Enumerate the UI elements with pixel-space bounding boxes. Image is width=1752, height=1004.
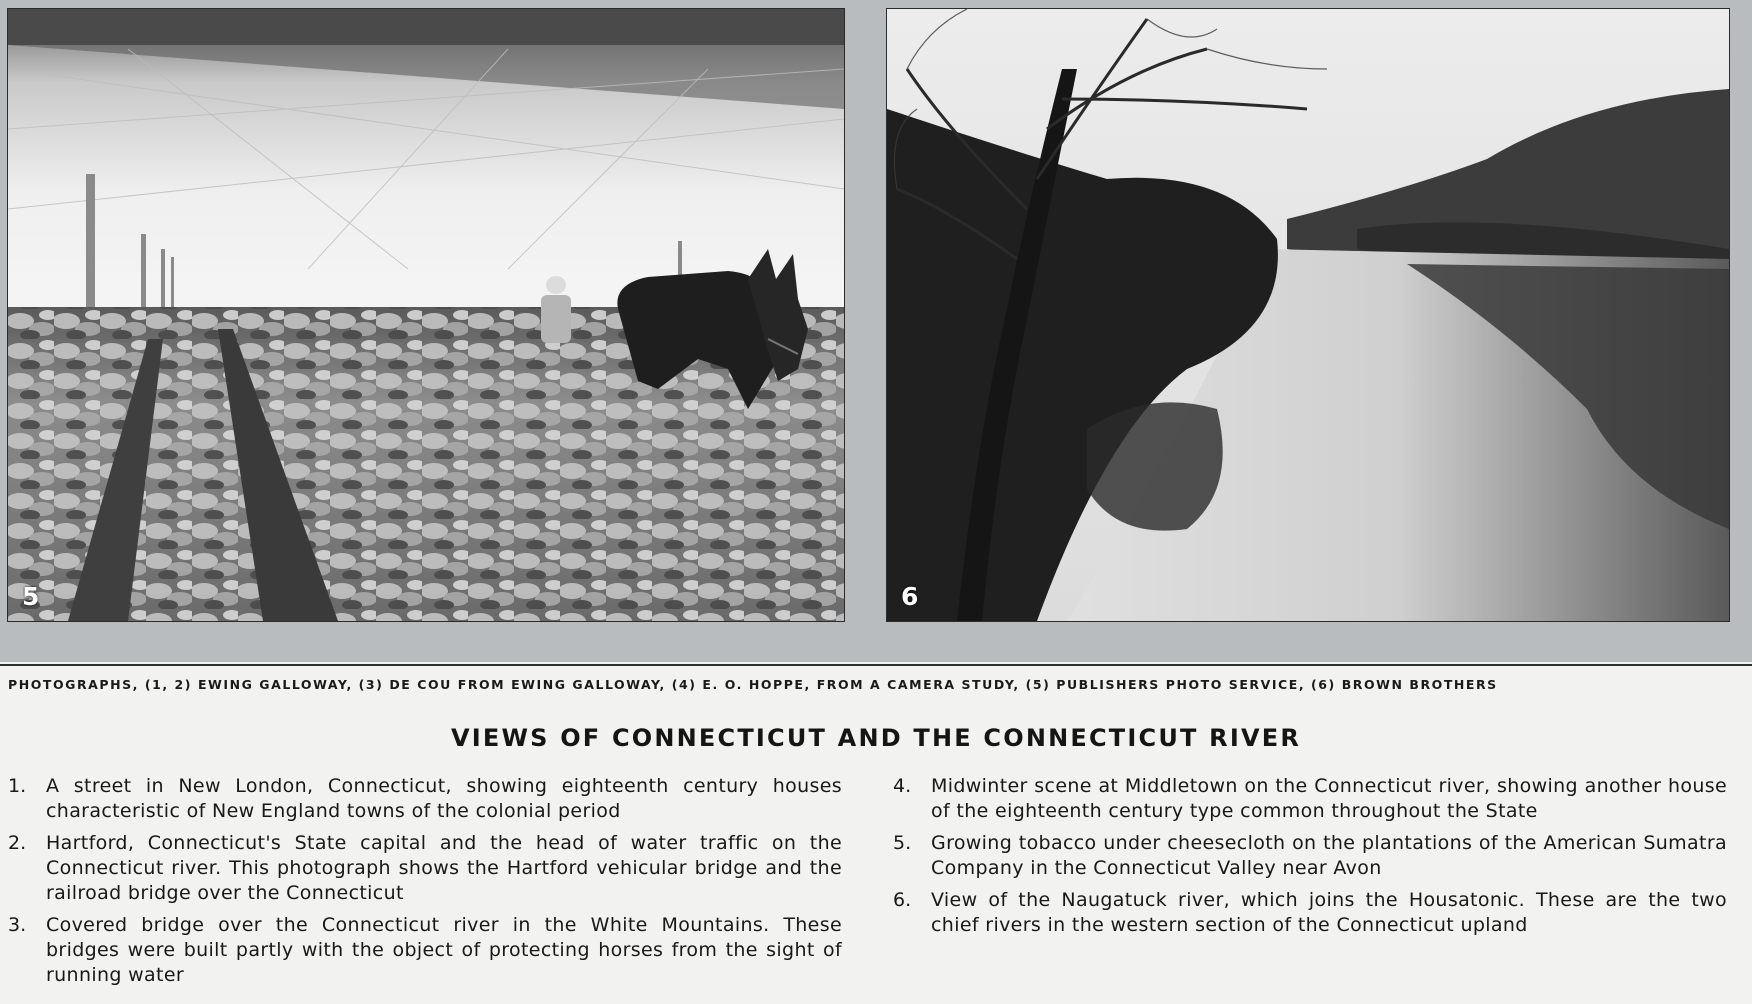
captions-right-column [893,774,1727,945]
caption-item [8,831,842,906]
caption-text: View of the Naugatuck river, which joins the Housatonic. These are the two chief rivers in the western section of the Connecticut upland [931,889,1727,936]
page-title: VIEWS OF CONNECTICUT AND THE CONNECTICUT RIVER [450,724,1302,752]
caption-text: A street in New London, Connecticut, showing eighteenth century houses characteristic of New England towns of the colonial period [46,775,842,822]
caption-item [893,831,1727,881]
caption-number: 1. [8,775,27,797]
caption-item [8,774,842,824]
caption-item [893,888,1727,938]
river-image [887,9,1729,621]
tobacco-field-image [8,9,844,621]
caption-text: Growing tobacco under cheesecloth on the plantations of the American Sumatra Company in the Connecticut Valley near Avon [931,832,1727,879]
captions-left-column [8,774,842,995]
caption-item [893,774,1727,824]
caption-text: Hartford, Connecticut's State capital and the head of water traffic on the Connecticut river. This photograph shows the Hartford vehicular bridge and the railroad bridge over the Connecticut [46,832,842,904]
caption-number: 2. [8,832,27,854]
photo-number-label: 6 [901,582,919,611]
caption-item [8,913,842,988]
caption-number: 5. [893,832,912,854]
photo-tobacco-field [7,8,845,622]
photo-number-label: 5 [22,582,40,611]
caption-text: Midwinter scene at Middletown on the Connecticut river, showing another house of the eighteenth century type common throughout the State [931,775,1727,822]
divider-rule [0,664,1752,666]
caption-number: 3. [8,914,27,936]
caption-number: 4. [893,775,912,797]
caption-text: Covered bridge over the Connecticut river in the White Mountains. These bridges were built partly with the object of protecting horses from the sight of running water [46,914,842,986]
photo-credits: PHOTOGRAPHS, (1, 2) EWING GALLOWAY, (3) DE COU FROM EWING GALLOWAY, (4) E. O. HOPPE, FROM A CAMERA STUDY, (5) PUBLISHERS PHOTO SERVICE, (6) BROWN BROTHERS [8,677,1498,692]
photo-naugatuck-river [886,8,1730,622]
caption-number: 6. [893,889,912,911]
